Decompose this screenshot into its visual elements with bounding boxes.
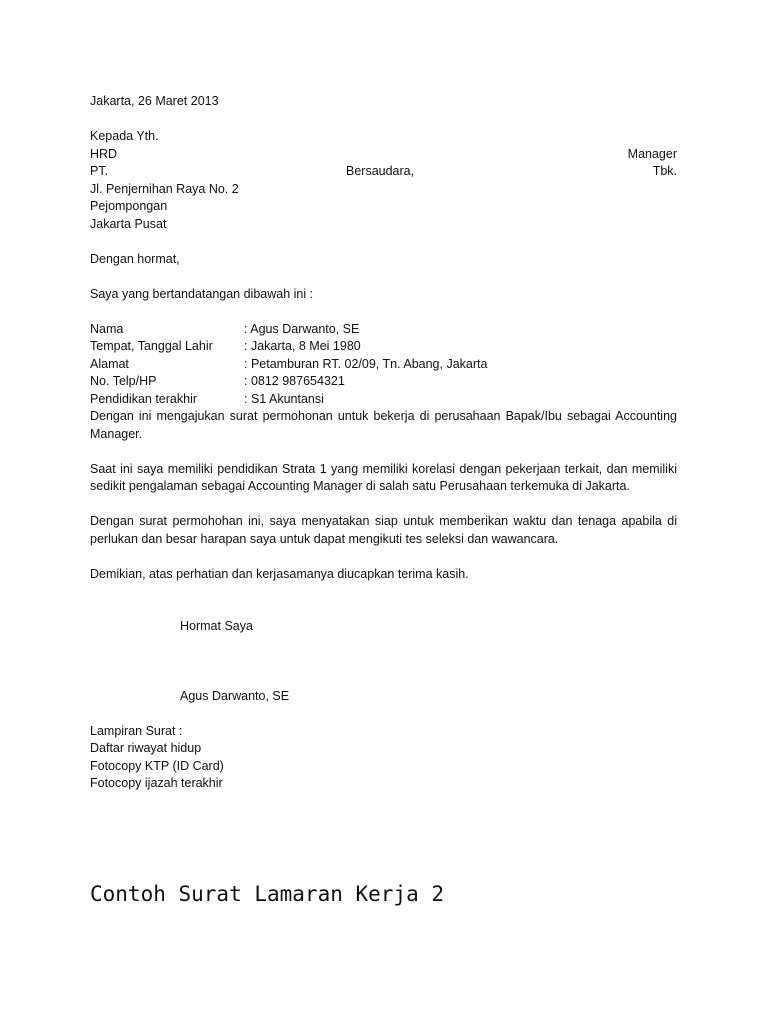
detail-label: Pendidikan terakhir <box>90 391 198 406</box>
applicant-details <box>90 321 677 409</box>
detail-value: : Petamburan RT. 02/09, Tn. Abang, Jakarta <box>244 356 488 371</box>
detail-row <box>90 373 677 391</box>
paragraph-qualification: Saat ini saya memiliki pendidikan Strata 1 yang memiliki korelasi dengan pekerjaan terkait, dan memiliki sedikit pengalaman sebagai Accounting Manager di salah satu Perusahaan terkemuka di Jakarta. <box>90 461 677 493</box>
attachments-title: Lampiran Surat : <box>90 723 183 738</box>
recipient-bersaudara: Bersaudara, <box>346 164 415 178</box>
recipient-tbk: Tbk. <box>652 164 677 178</box>
recipient-greeting: Kepada Yth. <box>90 129 159 143</box>
detail-row <box>90 321 677 339</box>
detail-label: No. Telp/HP <box>90 374 157 388</box>
recipient-district: Pejompongan <box>90 199 168 213</box>
paragraph-readiness: Dengan surat permohohan ini, saya menyatakan siap untuk memberikan waktu dan tenaga apabila di perlukan dan besar harapan saya untuk dapat mengikuti tes seleksi dan wawancara. <box>90 514 677 546</box>
attachment-item: Fotocopy KTP (ID Card) <box>90 758 224 773</box>
detail-label: Alamat <box>90 356 129 371</box>
recipient-company-line <box>90 163 677 181</box>
detail-row <box>90 356 677 374</box>
letter-body <box>90 93 677 793</box>
recipient-city: Jakarta Pusat <box>90 216 167 231</box>
attachment-item: Daftar riwayat hidup <box>90 741 202 755</box>
document-heading: Contoh Surat Lamaran Kerja 2 <box>90 882 445 906</box>
detail-row <box>90 391 677 409</box>
detail-value: : 0812 987654321 <box>244 374 345 388</box>
paragraph-thanks: Demikian, atas perhatian dan kerjasamanya diucapkan terima kasih. <box>90 566 469 581</box>
detail-row <box>90 338 677 356</box>
recipient-hrd: HRD <box>90 146 118 161</box>
paragraph-application: Dengan ini mengajukan surat permohonan untuk bekerja di perusahaan Bapak/Ibu sebagai Accounting Manager. <box>90 409 677 441</box>
recipient-pt: PT. <box>90 164 109 178</box>
closing: Hormat Saya <box>180 619 253 633</box>
recipient-street: Jl. Penjernihan Raya No. 2 <box>90 181 239 196</box>
recipient-hrd-line <box>90 146 677 164</box>
intro-text: Saya yang bertandatangan dibawah ini : <box>90 286 314 301</box>
detail-value: : Agus Darwanto, SE <box>244 321 360 336</box>
salutation: Dengan hormat, <box>90 251 180 266</box>
detail-value: : Jakarta, 8 Mei 1980 <box>244 339 361 353</box>
detail-label: Nama <box>90 321 124 336</box>
recipient-manager: Manager <box>627 146 677 161</box>
attachment-item: Fotocopy ijazah terakhir <box>90 776 223 790</box>
detail-label: Tempat, Tanggal Lahir <box>90 339 213 353</box>
letter-date: Jakarta, 26 Maret 2013 <box>90 94 219 108</box>
detail-value: : S1 Akuntansi <box>244 391 324 406</box>
signature-name: Agus Darwanto, SE <box>180 688 290 703</box>
